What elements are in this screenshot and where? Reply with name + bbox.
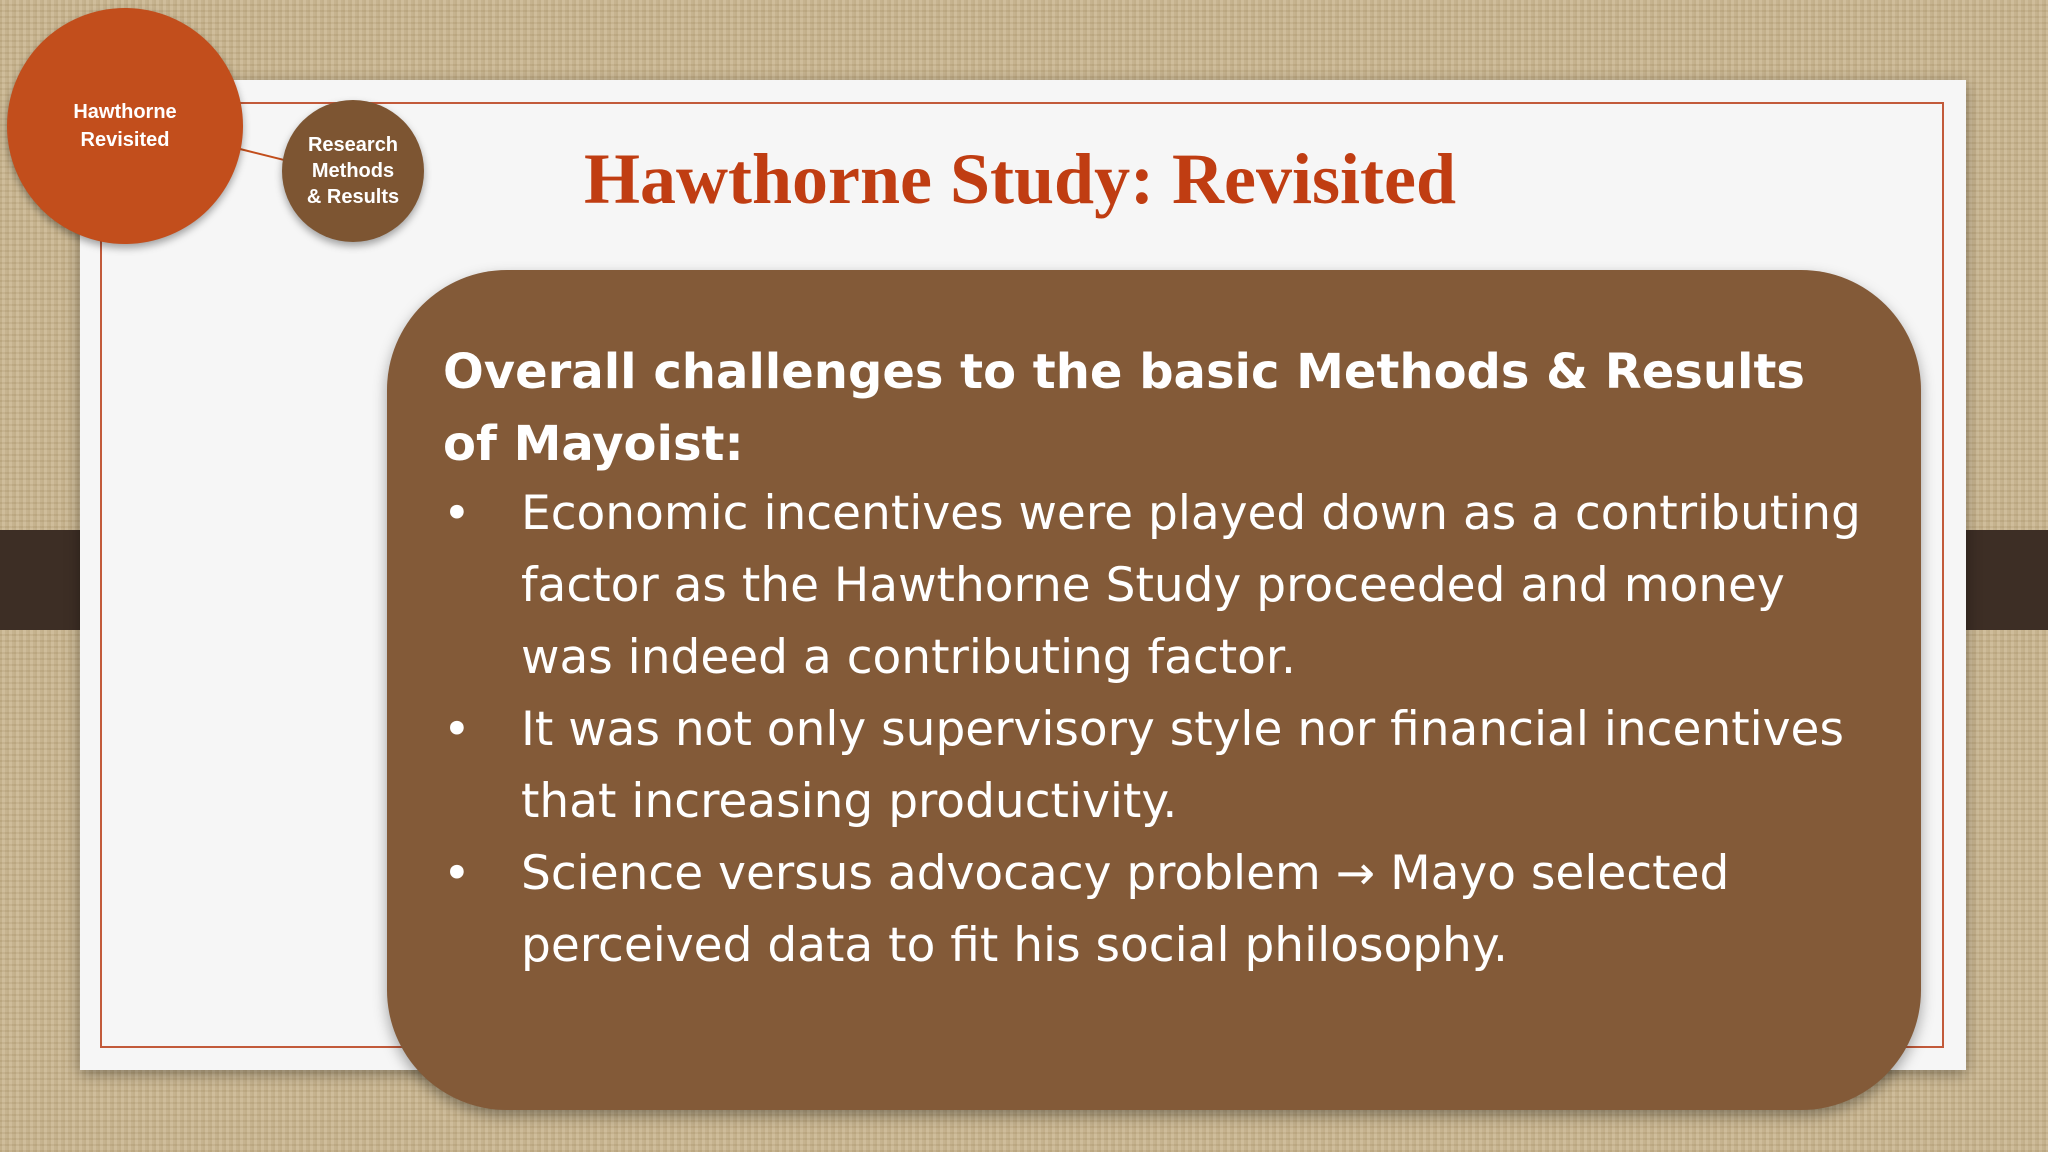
bullet-text: Economic incentives were played down as a contributing factor as the Hawthorne Study proceeded and money was indeed a contributing factor. [521, 486, 1861, 685]
slide-title: Hawthorne Study: Revisited [583, 139, 1456, 219]
section-circle-hawthorne-revisited[interactable] [7, 8, 243, 244]
bullet-text: Science versus advocacy problem → Mayo selected perceived data to fit his social philosophy. [521, 846, 1730, 973]
subsection-circle-research-methods[interactable] [282, 100, 424, 242]
section-circle-label: Hawthorne Revisited [73, 101, 177, 151]
bullet-dot-icon: • [443, 486, 471, 541]
subsection-circle-label: Research Methods & Results [306, 134, 400, 208]
bullet-text: It was not only supervisory style nor financial incentives that increasing productivity. [521, 702, 1844, 829]
bullet-item [443, 694, 1883, 838]
bullet-list [443, 478, 1883, 982]
bullet-dot-icon: • [443, 702, 471, 757]
bullet-dot-icon: • [443, 846, 471, 901]
bullet-item [443, 478, 1883, 694]
bullet-item [443, 838, 1883, 982]
content-heading: Overall challenges to the basic Methods & Results of Mayoist: [443, 344, 1805, 472]
